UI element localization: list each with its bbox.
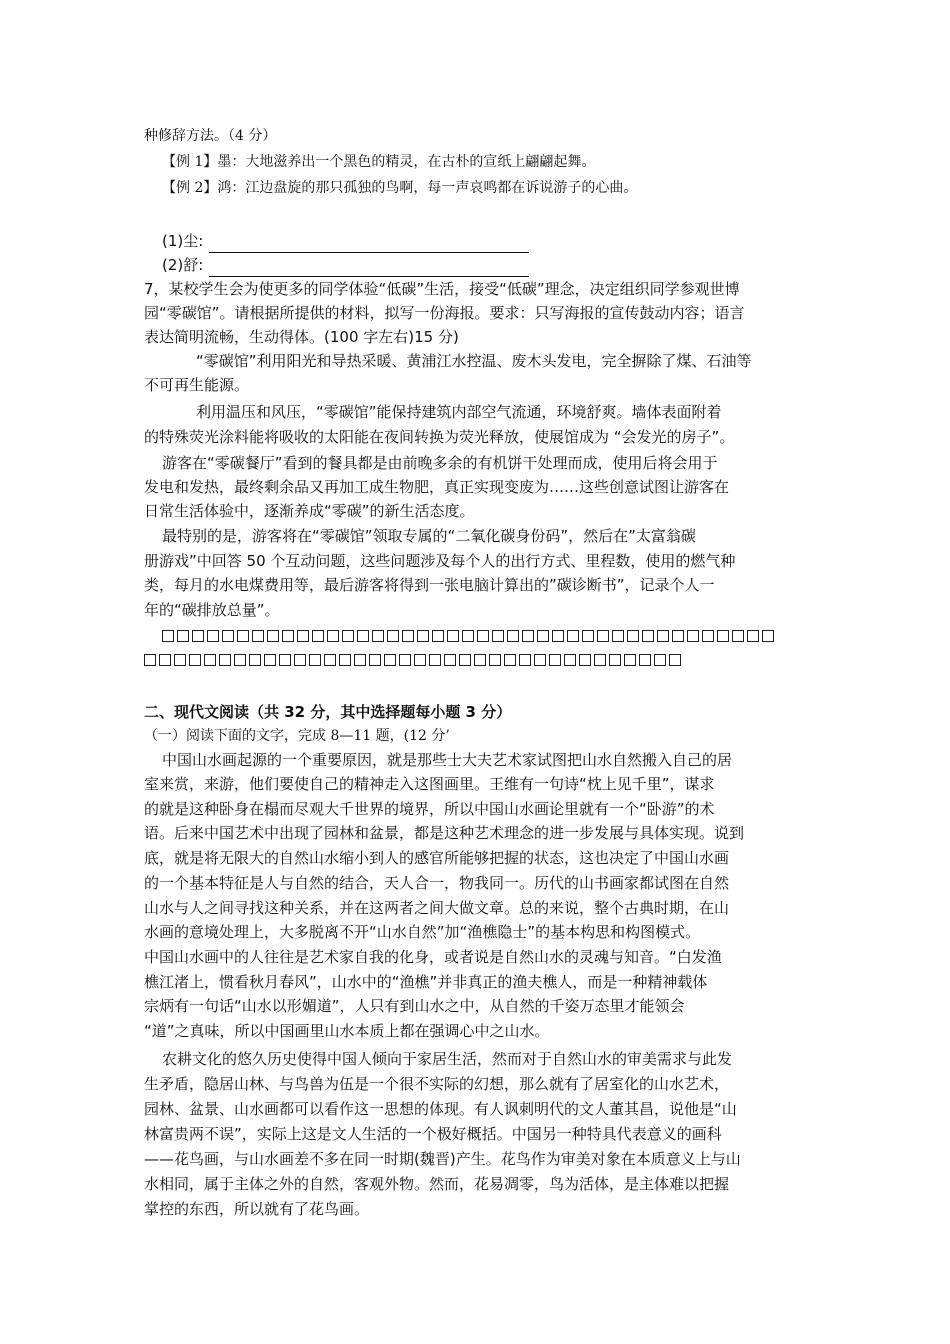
section-2-subtitle: （一）阅读下面的文字，完成 8—11 题，(12 分’ (144, 728, 450, 744)
q7-prompt-line-2: 园“零碳馆”。请根据所提供的材料，拟写一份海报。要求：只写海报的宣传鼓动内容；语言 (144, 304, 745, 322)
q7-material-4b: 册游戏”中回答 50 个互动问题，这些问题涉及每个人的出行方式、里程数，使用的燃气种 (144, 552, 736, 570)
article-p1-line-10: 樵江渚上，惯看秋月春风”，山水中的“渔樵”并非真正的渔夫樵人，而是一种精神载体 (144, 973, 708, 991)
q7-material-2a: 利用温压和风压，“零碳馆”能保持建筑内部空气流通，环境舒爽。墙体表面附着 (196, 403, 722, 421)
q7-material-1b: 不可再生能源。 (144, 376, 250, 394)
q7-material-1a: “零碳馆”利用阳光和导热采暖、黄浦江水控温、废木头发电，完全摒除了煤、石油等 (196, 352, 752, 370)
article-p1-line-8: 水画的意境处理上，大多脱离不开“山水自然”加“渔樵隐士”的基本构思和构图模式。 (144, 923, 701, 941)
article-p1-line-2: 室来赏，来游，他们要使自己的精神走入这图画里。王维有一句诗“枕上见千里”，谋求 (144, 775, 715, 793)
q7-material-4c: 类，每月的水电煤费用等，最后游客将得到一张电脑计算出的”碳诊断书”，记录个人一 (144, 576, 715, 594)
article-p1-line-9: 中国山水画中的人往往是艺术家自我的化身，或者说是自然山水的灵魂与知音。“白发渔 (144, 948, 722, 966)
writing-grid-row-1[interactable] (162, 624, 808, 648)
rhetoric-example-1: 【例 1】墨：大地滋养出一个黑色的精灵，在古朴的宣纸上翩翩起舞。 (162, 154, 596, 170)
answer-blank-2[interactable] (209, 258, 529, 277)
rhetoric-example-2: 【例 2】鸿：江边盘旋的那只孤独的鸟啊，每一声哀鸣都在诉说游子的心曲。 (162, 180, 638, 196)
article-p1-line-11: 宗炳有一句话“山水以形媚道”，人只有到山水之中，从自然的千姿万态里才能领会 (144, 997, 685, 1015)
q7-material-4d: 年的“碳排放总量”。 (144, 601, 280, 619)
rhetoric-instruction-line: 种修辞方法。（4 分） (144, 128, 277, 144)
q7-material-3c: 日常生活体验中，逐渐养成“零碳”的新生活态度。 (144, 502, 475, 520)
answer-row-2 (162, 253, 808, 277)
writing-grid-row-2[interactable] (144, 648, 808, 672)
article-p2-line-3: 园林、盆景、山水画都可以看作这一思想的体现。有人讽刺明代的文人董其昌，说他是“山 (144, 1100, 737, 1118)
answer-label-2: (2)舒: (162, 256, 204, 274)
article-p1-line-4: 语。后来中国艺术中出现了园林和盆景，都是这种艺术理念的进一步发展与具体实现。说到 (144, 824, 745, 842)
article-p2-line-5: ——花鸟画，与山水画差不多在同一时期(魏晋)产生。花鸟作为审美对象在本质意义上与山 (144, 1150, 741, 1168)
article-p2-line-2: 生矛盾，隐居山林、与鸟兽为伍是一个很不实际的幻想，那么就有了居室化的山水艺术， (144, 1075, 730, 1093)
q7-material-4a: 最特别的是，游客将在“零碳馆”领取专属的“二氧化碳身份码”，然后在”太富翁碳 (162, 527, 696, 545)
article-p1-line-1: 中国山水画起源的一个重要原因，就是那些士大夫艺术家试图把山水自然搬入自己的居 (162, 751, 733, 769)
q7-prompt-line-3: 表达简明流畅，生动得体。(100 字左右)15 分) (144, 328, 459, 346)
article-p1-line-7: 山水与人之间寻找这种关系，并在这两者之间大做文章。总的来说，整个古典时期，在山 (144, 899, 730, 917)
article-p1-line-6: 的一个基本特征是人与自然的结合，天人合一，物我同一。历代的山书画家都试图在自然 (144, 874, 730, 892)
q7-material-2b: 的特殊荧光涂料能将吸收的太阳能在夜间转换为荧光释放，使展馆成为 “会发光的房子”。 (144, 428, 735, 446)
article-p2-line-1: 农耕文化的悠久历史使得中国人倾向于家居生活，然而对于自然山水的审美需求与此发 (162, 1050, 733, 1068)
article-p2-line-7: 掌控的东西，所以就有了花鸟画。 (144, 1200, 370, 1218)
article-p1-line-3: 的就是这种卧身在榻而尽观大千世界的境界，所以中国山水画论里就有一个“卧游”的术 (144, 800, 715, 818)
section-2-title: 二、现代文阅读（共 32 分，其中选择题每小题 3 分） (144, 703, 512, 721)
answer-row-1 (162, 229, 808, 253)
q7-material-3a: 游客在“零碳餐厅”看到的餐具都是由前晚多余的有机饼干处理而成，使用后将会用于 (162, 454, 718, 472)
q7-prompt-line-1: 7，某校学生会为使更多的同学体验“低碳”生活，接受“低碳”理念，决定组织同学参观世博 (144, 280, 740, 298)
q7-material-3b: 发电和发热，最终剩余品又再加工成生物肥，真正实现变废为……这些创意试图让游客在 (144, 478, 730, 496)
article-p1-line-12: “道”之真味，所以中国画里山水本质上都在强调心中之山水。 (144, 1022, 550, 1040)
answer-blank-1[interactable] (209, 234, 529, 253)
answer-label-1: (1)尘: (162, 232, 204, 250)
article-p2-line-4: 林富贵两不误”，实际上这是文人生活的一个极好概括。中国另一种特具代表意义的画科 (144, 1125, 722, 1143)
article-p1-line-5: 底，就是将无限大的自然山水缩小到人的感官所能够把握的状态，这也决定了中国山水画 (144, 849, 730, 867)
article-p2-line-6: 水相同，属于主体之外的自然，客观外物。然而，花易凋零，鸟为活体，是主体难以把握 (144, 1175, 730, 1193)
